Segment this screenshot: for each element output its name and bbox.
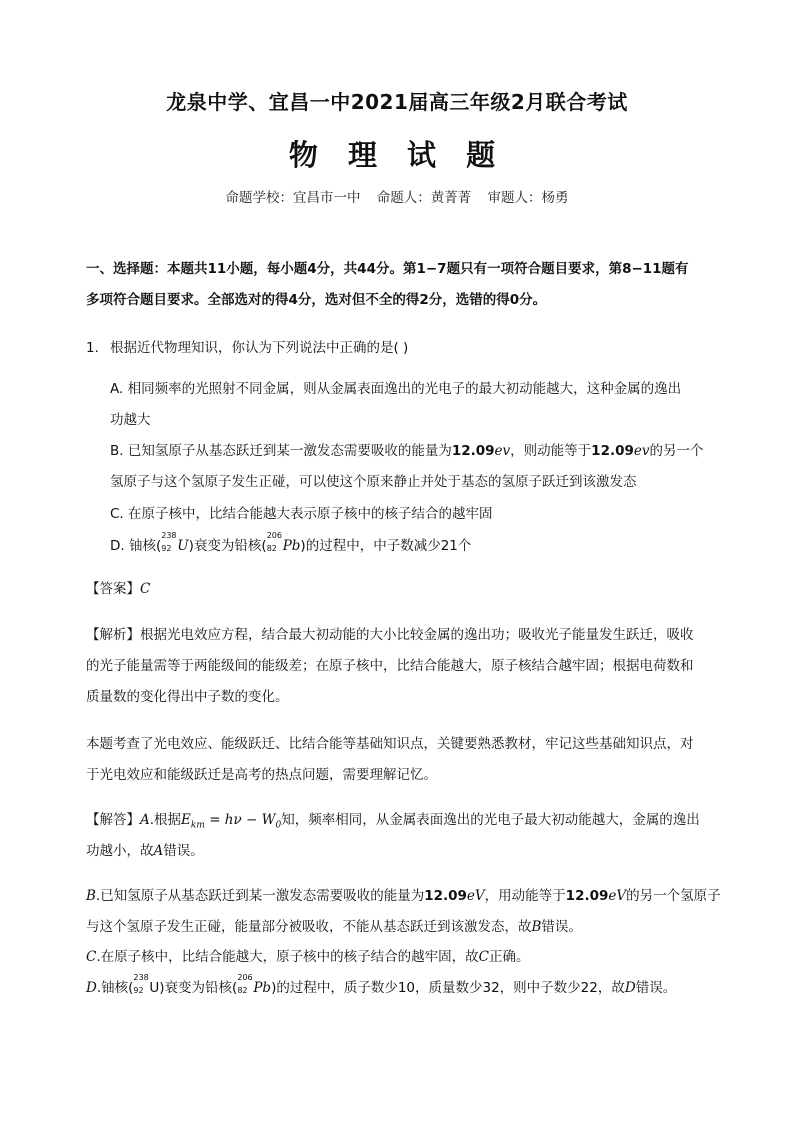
formula: $E_{km} = h\nu - W_0$ [181,812,282,831]
option-b-line-1 [110,436,720,467]
byline-school: 命题学校：宜昌市一中 [225,190,361,206]
uranium-nuclide-solution: 238 92 [133,973,149,995]
analysis-line-3: 质量数的变化得出中子数的变化。 [86,689,289,705]
answer-label: 【答案】 [86,581,140,597]
analysis-para2-line-2: 于光电效应和能级跃迁是高考的热点问题，需要理解记忆。 [86,767,437,783]
solution-label: 【解答】 [86,812,140,828]
option-b-unit: ev [494,443,511,459]
byline-author: 命题人：黄菁菁 [376,190,472,206]
solution-a-line-1: 【解答】A.根据$E_{km} = h\nu - W_0$知，频率相同，从金属表面逸出的光电子最大初动能越大，金属的逸出 [86,812,700,831]
instructions-line-2: 多项符合题目要求。全部选对的得4分，选对但不全的得2分，选错的得0分。 [86,292,547,308]
option-c: C. 在原子核中，比结合能越大表示原子核中的核子结合的越牢固 [110,506,493,522]
option-b-pre: B. 已知氢原子从基态跃迁到某一激发态需要吸收的能量为 [110,443,452,459]
analysis-line-2: 的光子能量需等于两能级间的能级差；在原子核中，比结合能越大，原子核结合越牢固；根据电荷数和 [86,658,694,674]
solution-b-line-1: B.已知氢原子从基态跃迁到某一激发态需要吸收的能量为12.09eV，用动能等于12.09eV的另一个氢原子 [86,888,721,904]
uranium-symbol: U [177,538,189,554]
solution-a-line-2: 功越小，故A错误。 [86,843,204,859]
option-a-line-2: 功越大 [110,412,151,428]
solution-c: C.在原子核中，比结合能越大，原子核中的核子结合的越牢固，故C正确。 [86,949,530,965]
byline [0,186,794,206]
answer-line [86,574,726,605]
option-b-post: 的另一个 [649,443,704,459]
lead-nuclide: 206 82 [266,531,282,553]
subject-title: 物 理 试 题 [288,138,506,172]
instructions-line-1: 一、选择题：本题共11小题，每小题4分，共44分。第1−7题只有一项符合题目要求，第8−11题有 [86,261,689,277]
option-d-post: )的过程中，中子数减少21个 [300,538,472,554]
option-b-energy-2: 12.09 [591,443,634,459]
analysis-line-1: 【解析】根据光电效应方程，结合最大初动能的大小比较金属的逸出功；吸收光子能量发生跃迁，吸收 [86,627,694,643]
option-a-line-1: A. 相同频率的光照射不同金属，则从金属表面逸出的光电子的最大初动能越大，这种金属的逸出 [110,381,682,397]
option-d [110,531,720,562]
byline-reviewer: 审题人：杨勇 [487,190,569,206]
option-d-pre: D. 铀核( [110,538,162,554]
answer-value: C [140,581,151,597]
lead-nuclide-solution: 206 82 [237,973,253,995]
analysis-label: 【解析】 [86,627,140,643]
exam-title: 龙泉中学、宜昌一中2021届高三年级2月联合考试 [166,90,628,114]
question-number: 1. [86,340,99,356]
option-b-unit-2: ev [633,443,650,459]
option-d-mid: )衰变为铅核( [188,538,267,554]
analysis-para2-line-1: 本题考查了光电效应、能级跃迁、比结合能等基础知识点，关键要熟悉教材，牢记这些基础知识点，对 [86,736,694,752]
uranium-nuclide: 238 92 [161,531,177,553]
option-b-line-2: 氢原子与这个氢原子发生正碰，可以使这个原来静止并处于基态的氢原子跃迁到该激发态 [110,474,637,490]
solution-d: D.铀核( 238 92 U)衰变为铅核( 206 82 Pb)的过程中，质子数少10，质量数少32，则中子数少22，故D错误。 [86,973,677,996]
option-b-energy: 12.09 [451,443,495,459]
question-stem: 根据近代物理知识，你认为下列说法中正确的是( ) [110,340,409,356]
option-b-mid: ，则动能等于 [510,443,592,459]
solution-b-line-2: 与这个氢原子发生正碰，能量部分被吸收，不能从基态跃迁到该激发态，故B错误。 [86,919,582,935]
lead-symbol: Pb [282,538,301,554]
